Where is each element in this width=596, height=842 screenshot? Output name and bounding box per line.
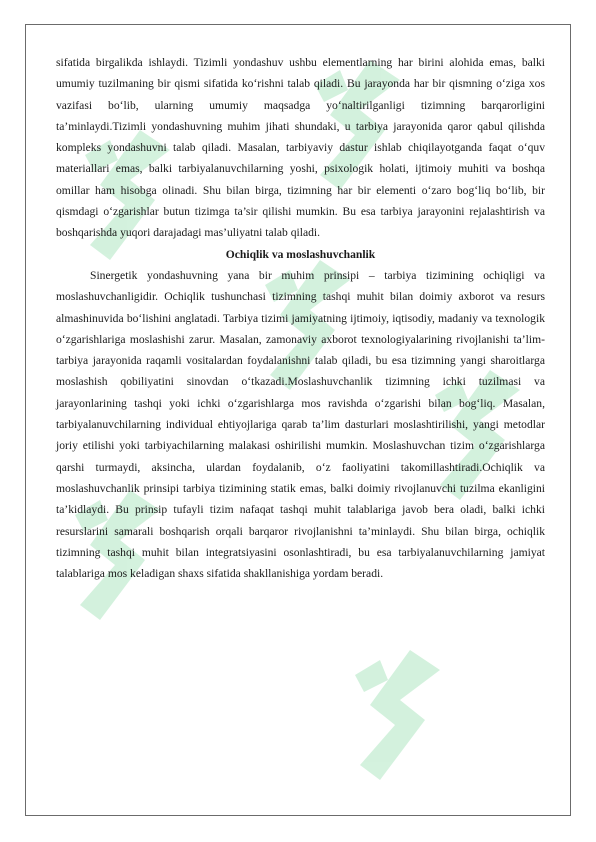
section-heading: Ochiqlik va moslashuvchanlik (225, 247, 376, 261)
document-body (56, 52, 545, 584)
paragraph-openness-adaptability: Sinergetik yondashuvning yana bir muhim prinsipi – tarbiya tizimining ochiqligi va moslashuvchanligidir. Ochiqlik tushunchasi tizimning tashqi muhit bilan doimiy axborot va resurs almashinuvida bo‘lishini anglatadi. Tarbiya tizimi jamiyatning ijtimoiy, iqtisodiy, madaniy va texnologik o‘zgarishlariga moslashishi zarur. Masalan, zamonaviy axborot texnologiyalarining rivojlanishi ta’lim-tarbiya jarayonida raqamli vositalardan foydalanishni talab qiladi, bu esa tizimning yangi sharoitlarga moslashish qobiliyatini sinovdan o‘tkazadi.Moslashuvchanlik tizimning ichki tuzilmasi va jarayonlarining tashqi yoki ichki o‘zgarishlarga mos ravishda o‘zgarishi bilan bog‘liq. Masalan, tarbiyalanuvchilarning individual ehtiyojlariga qarab ta’lim dasturlari moslashtirilishi, yangi metodlar joriy etilishi yoki tarbiyachilarning malakasi oshirilishi mumkin. Moslashuvchan tizim o‘zgarishlarga qarshi turmaydi, aksincha, ulardan foydalanib, o‘z faoliyatini takomillashtiradi.Ochiqlik va moslashuvchanlik prinsipi tarbiya tizimining statik emas, balki doimiy rivojlanuvchi tuzilma ekanligini ta’kidlaydi. Bu prinsip tufayli tizim nafaqat tashqi muhit talablariga javob bera oladi, balki ichki resurslarini samarali boshqarish orqali barqaror rivojlanishni ta’minlaydi. Shu bilan birga, ochiqlik tizimning tashqi muhit bilan integratsiyasini osonlashtiradi, bu esa tarbiyalanuvchilarning jamiyat talablariga mos keladigan shaxs sifatida shakllanishiga yordam beradi. (56, 268, 545, 581)
paragraph-intro-continuation: sifatida birgalikda ishlaydi. Tizimli yondashuv ushbu elementlarning har birini alohida emas, balki umumiy tuzilmaning bir qismi sifatida ko‘rishni talab qiladi. Bu jarayonda har bir qismning o‘ziga xos vazifasi bo‘lib, ularning umumiy maqsadga yo‘naltirilganligi tizimning barqarorligini ta’minlaydi.Tizimli yondashuvning muhim jihati shundaki, u tarbiya jarayonida qaror qabul qilishda kompleks yondashuvni talab qiladi. Masalan, tarbiyaviy dastur ishlab chiqilayotganda faqat o‘quv materiallari emas, balki tarbiyalanuvchilarning yoshi, psixologik holati, ijtimoiy muhiti va boshqa omillar ham hisobga olinadi. Shu bilan birga, tizimning har bir elementi o‘zaro bog‘liq bo‘lib, bir qismdagi o‘zgarishlar butun tizimga ta’sir qilishi mumkin. Bu esa tarbiya jarayonini rejalashtirish va boshqarishda yuqori darajadagi mas’uliyatni talab qiladi. (56, 56, 545, 240)
